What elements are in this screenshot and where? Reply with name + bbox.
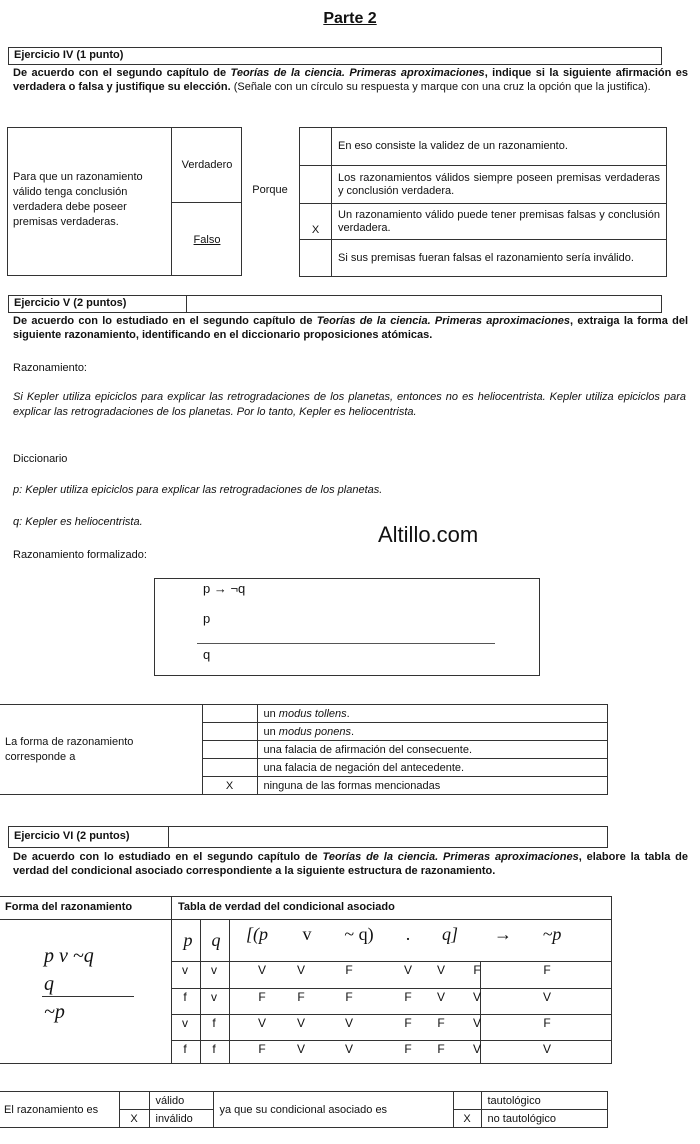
truth-value-cell: v xyxy=(211,963,217,977)
ex4-because: Porque xyxy=(252,184,288,196)
col-header: q] xyxy=(441,924,458,944)
form-mark[interactable]: X xyxy=(202,777,257,795)
truth-value-cell: V xyxy=(257,963,266,977)
truth-value-cell: V xyxy=(296,1042,305,1056)
truth-value-cell: V xyxy=(472,1042,481,1056)
col-header: ~ q) xyxy=(344,924,374,944)
ex5-formalized-box xyxy=(154,578,540,676)
inference-line xyxy=(197,643,495,644)
ex6-header-box xyxy=(8,826,608,848)
invalid-option: inválido xyxy=(149,1110,213,1128)
truth-value-cell: V xyxy=(257,1016,266,1030)
ex6-conclusion-table xyxy=(0,1091,608,1128)
page-title: Parte 2 xyxy=(323,10,377,27)
ex5-form-label: La forma de razonamiento corresponde a xyxy=(0,705,202,795)
truth-value-cell: v xyxy=(182,1016,188,1030)
truth-value-cell: f xyxy=(183,1042,187,1056)
truth-value-cell: F xyxy=(345,963,353,977)
ex6-col1-header: Forma del razonamiento xyxy=(5,901,133,913)
ex5-header: Ejercicio V (2 puntos) xyxy=(9,296,187,312)
truth-value-cell: V xyxy=(542,990,551,1004)
ex5-dict-q: q: Kepler es heliocentrista. xyxy=(13,516,143,528)
ex5-reasoning-label: Razonamiento: xyxy=(13,362,87,374)
ex6-intro: De acuerdo con lo estudiado en el segundo capítulo de Teorías de la ciencia. Primeras aproximaciones, elabore la tabla de verdad del condicional asociado correspondiente a la siguiente estructura de razonamiento. xyxy=(13,851,688,877)
truth-value-cell: F xyxy=(543,1016,551,1030)
truth-value-cell: v xyxy=(182,963,188,977)
table-row xyxy=(300,128,667,166)
ex4-reasons-table xyxy=(299,127,667,277)
truth-value-cell: V xyxy=(472,990,481,1004)
truth-value-cell: V xyxy=(403,963,412,977)
form-premise-2: q xyxy=(44,973,54,995)
ex5-form-table xyxy=(0,704,608,795)
truth-value-cell: V xyxy=(296,963,305,977)
nontaut-mark[interactable]: X xyxy=(453,1110,481,1128)
ex4-statement-box xyxy=(7,127,242,276)
ex6-header: Ejercicio VI (2 puntos) xyxy=(9,827,169,847)
taut-mark[interactable] xyxy=(453,1092,481,1110)
form-option: un modus ponens. xyxy=(257,723,608,741)
truth-value-cell: F xyxy=(437,1016,445,1030)
ex6-table xyxy=(0,896,612,1064)
form-mark[interactable] xyxy=(202,705,257,723)
truth-value-cell: f xyxy=(212,1042,216,1056)
truth-value-cell: F xyxy=(345,990,353,1004)
ex6-conclusion-label: El razonamiento es xyxy=(0,1092,119,1128)
form-option: una falacia de afirmación del consecuente. xyxy=(257,741,608,759)
form-premise-1: p v ~q xyxy=(44,945,94,967)
col-header: v xyxy=(302,924,312,944)
taut-option: tautológico xyxy=(481,1092,608,1110)
form-conclusion: ~p xyxy=(44,1001,65,1023)
valid-option: válido xyxy=(149,1092,213,1110)
col-header: q xyxy=(211,930,221,950)
truth-value-cell: f xyxy=(212,1016,216,1030)
watermark: Altillo.com xyxy=(378,522,479,547)
truth-value-cell: v xyxy=(211,990,217,1004)
reason-text: Un razonamiento válido puede tener premisas falsas y conclusión verdadera. xyxy=(332,204,667,240)
reason-text: En eso consiste la validez de un razonamiento. xyxy=(332,128,667,166)
ex4-intro: De acuerdo con el segundo capítulo de Teorías de la ciencia. Primeras aproximaciones, indique si la siguiente afirmación es verdadera o falsa y justifique su elección. (Señale con un círculo su respuesta y marque con una cruz la opción que la justifica). xyxy=(13,67,689,93)
truth-value-cell: V xyxy=(296,1016,305,1030)
col-header: → xyxy=(494,924,512,944)
ex5-formalized-label: Razonamiento formalizado: xyxy=(13,549,147,561)
truth-value-cell: V xyxy=(344,1042,353,1056)
truth-value-cell: V xyxy=(542,1042,551,1056)
truth-value-cell: F xyxy=(297,990,305,1004)
truth-value-cell: F xyxy=(473,963,481,977)
truth-value-cell: F xyxy=(404,990,412,1004)
ex4-option-true[interactable]: Verdadero xyxy=(181,159,233,171)
col-header: . xyxy=(405,924,411,944)
table-row xyxy=(300,166,667,204)
nontaut-option: no tautológico xyxy=(481,1110,608,1128)
table-row xyxy=(0,1092,608,1110)
ex4-option-false[interactable]: Falso xyxy=(193,234,221,246)
truth-value-cell: F xyxy=(258,990,266,1004)
ex5-header-box xyxy=(8,295,662,313)
reason-mark[interactable] xyxy=(300,128,332,166)
form-mark[interactable] xyxy=(202,723,257,741)
ex5-intro: De acuerdo con lo estudiado en el segundo capítulo de Teorías de la ciencia. Primeras aproximaciones, extraiga la forma del siguiente razonamiento, identificando en el diccionario proposiciones atómicas. xyxy=(13,315,688,341)
ex5-reasoning-text: Si Kepler utiliza epiciclos para explicar las retrogradaciones de los planetas, entonces no es heliocentrista. Kepler utiliza epiciclos para explicar las retrogradaciones de los planetas. Por lo tanto, Kepler es heliocentrista. xyxy=(13,391,686,418)
form-mark[interactable] xyxy=(202,741,257,759)
truth-value-cell: f xyxy=(183,990,187,1004)
premise-1: p → ¬q xyxy=(203,581,246,596)
truth-value-cell: V xyxy=(472,1016,481,1030)
truth-value-cell: F xyxy=(543,963,551,977)
col-header: p xyxy=(183,930,193,950)
truth-value-cell: F xyxy=(404,1042,412,1056)
reason-text: Los razonamientos válidos siempre poseen premisas verdaderas y conclusión verdadera. xyxy=(332,166,667,204)
table-row xyxy=(300,240,667,277)
reason-mark[interactable] xyxy=(300,166,332,204)
truth-value-cell: F xyxy=(258,1042,266,1056)
form-option: una falacia de negación del antecedente. xyxy=(257,759,608,777)
reason-mark[interactable]: X xyxy=(300,204,332,240)
reason-mark[interactable] xyxy=(300,240,332,277)
form-option: un modus tollens. xyxy=(257,705,608,723)
ex4-statement: Para que un razonamiento válido tenga conclusión verdadera debe poseer premisas verdaderas. xyxy=(13,171,143,228)
premise-2: p xyxy=(203,611,211,626)
table-row xyxy=(0,705,608,723)
ex5-dictionary-label: Diccionario xyxy=(13,453,68,465)
invalid-mark[interactable]: X xyxy=(119,1110,149,1128)
ex4-header: Ejercicio IV (1 punto) xyxy=(8,47,662,65)
ex5-dict-p: p: Kepler utiliza epiciclos para explicar las retrogradaciones de los planetas. xyxy=(13,484,383,496)
form-mark[interactable] xyxy=(202,759,257,777)
ex6-because: ya que su condicional asociado es xyxy=(213,1092,453,1128)
col-header: ~p xyxy=(542,924,562,944)
truth-value-cell: V xyxy=(436,990,445,1004)
truth-value-cell: V xyxy=(436,963,445,977)
conclusion: q xyxy=(203,647,211,662)
form-option: ninguna de las formas mencionadas xyxy=(257,777,608,795)
valid-mark[interactable] xyxy=(119,1092,149,1110)
col-header: [(p xyxy=(246,924,268,944)
truth-value-cell: F xyxy=(437,1042,445,1056)
table-row xyxy=(300,204,667,240)
ex6-col2-header: Tabla de verdad del condicional asociado xyxy=(178,901,395,913)
truth-value-cell: V xyxy=(344,1016,353,1030)
reason-text: Si sus premisas fueran falsas el razonamiento sería inválido. xyxy=(332,240,667,277)
truth-value-cell: F xyxy=(404,1016,412,1030)
